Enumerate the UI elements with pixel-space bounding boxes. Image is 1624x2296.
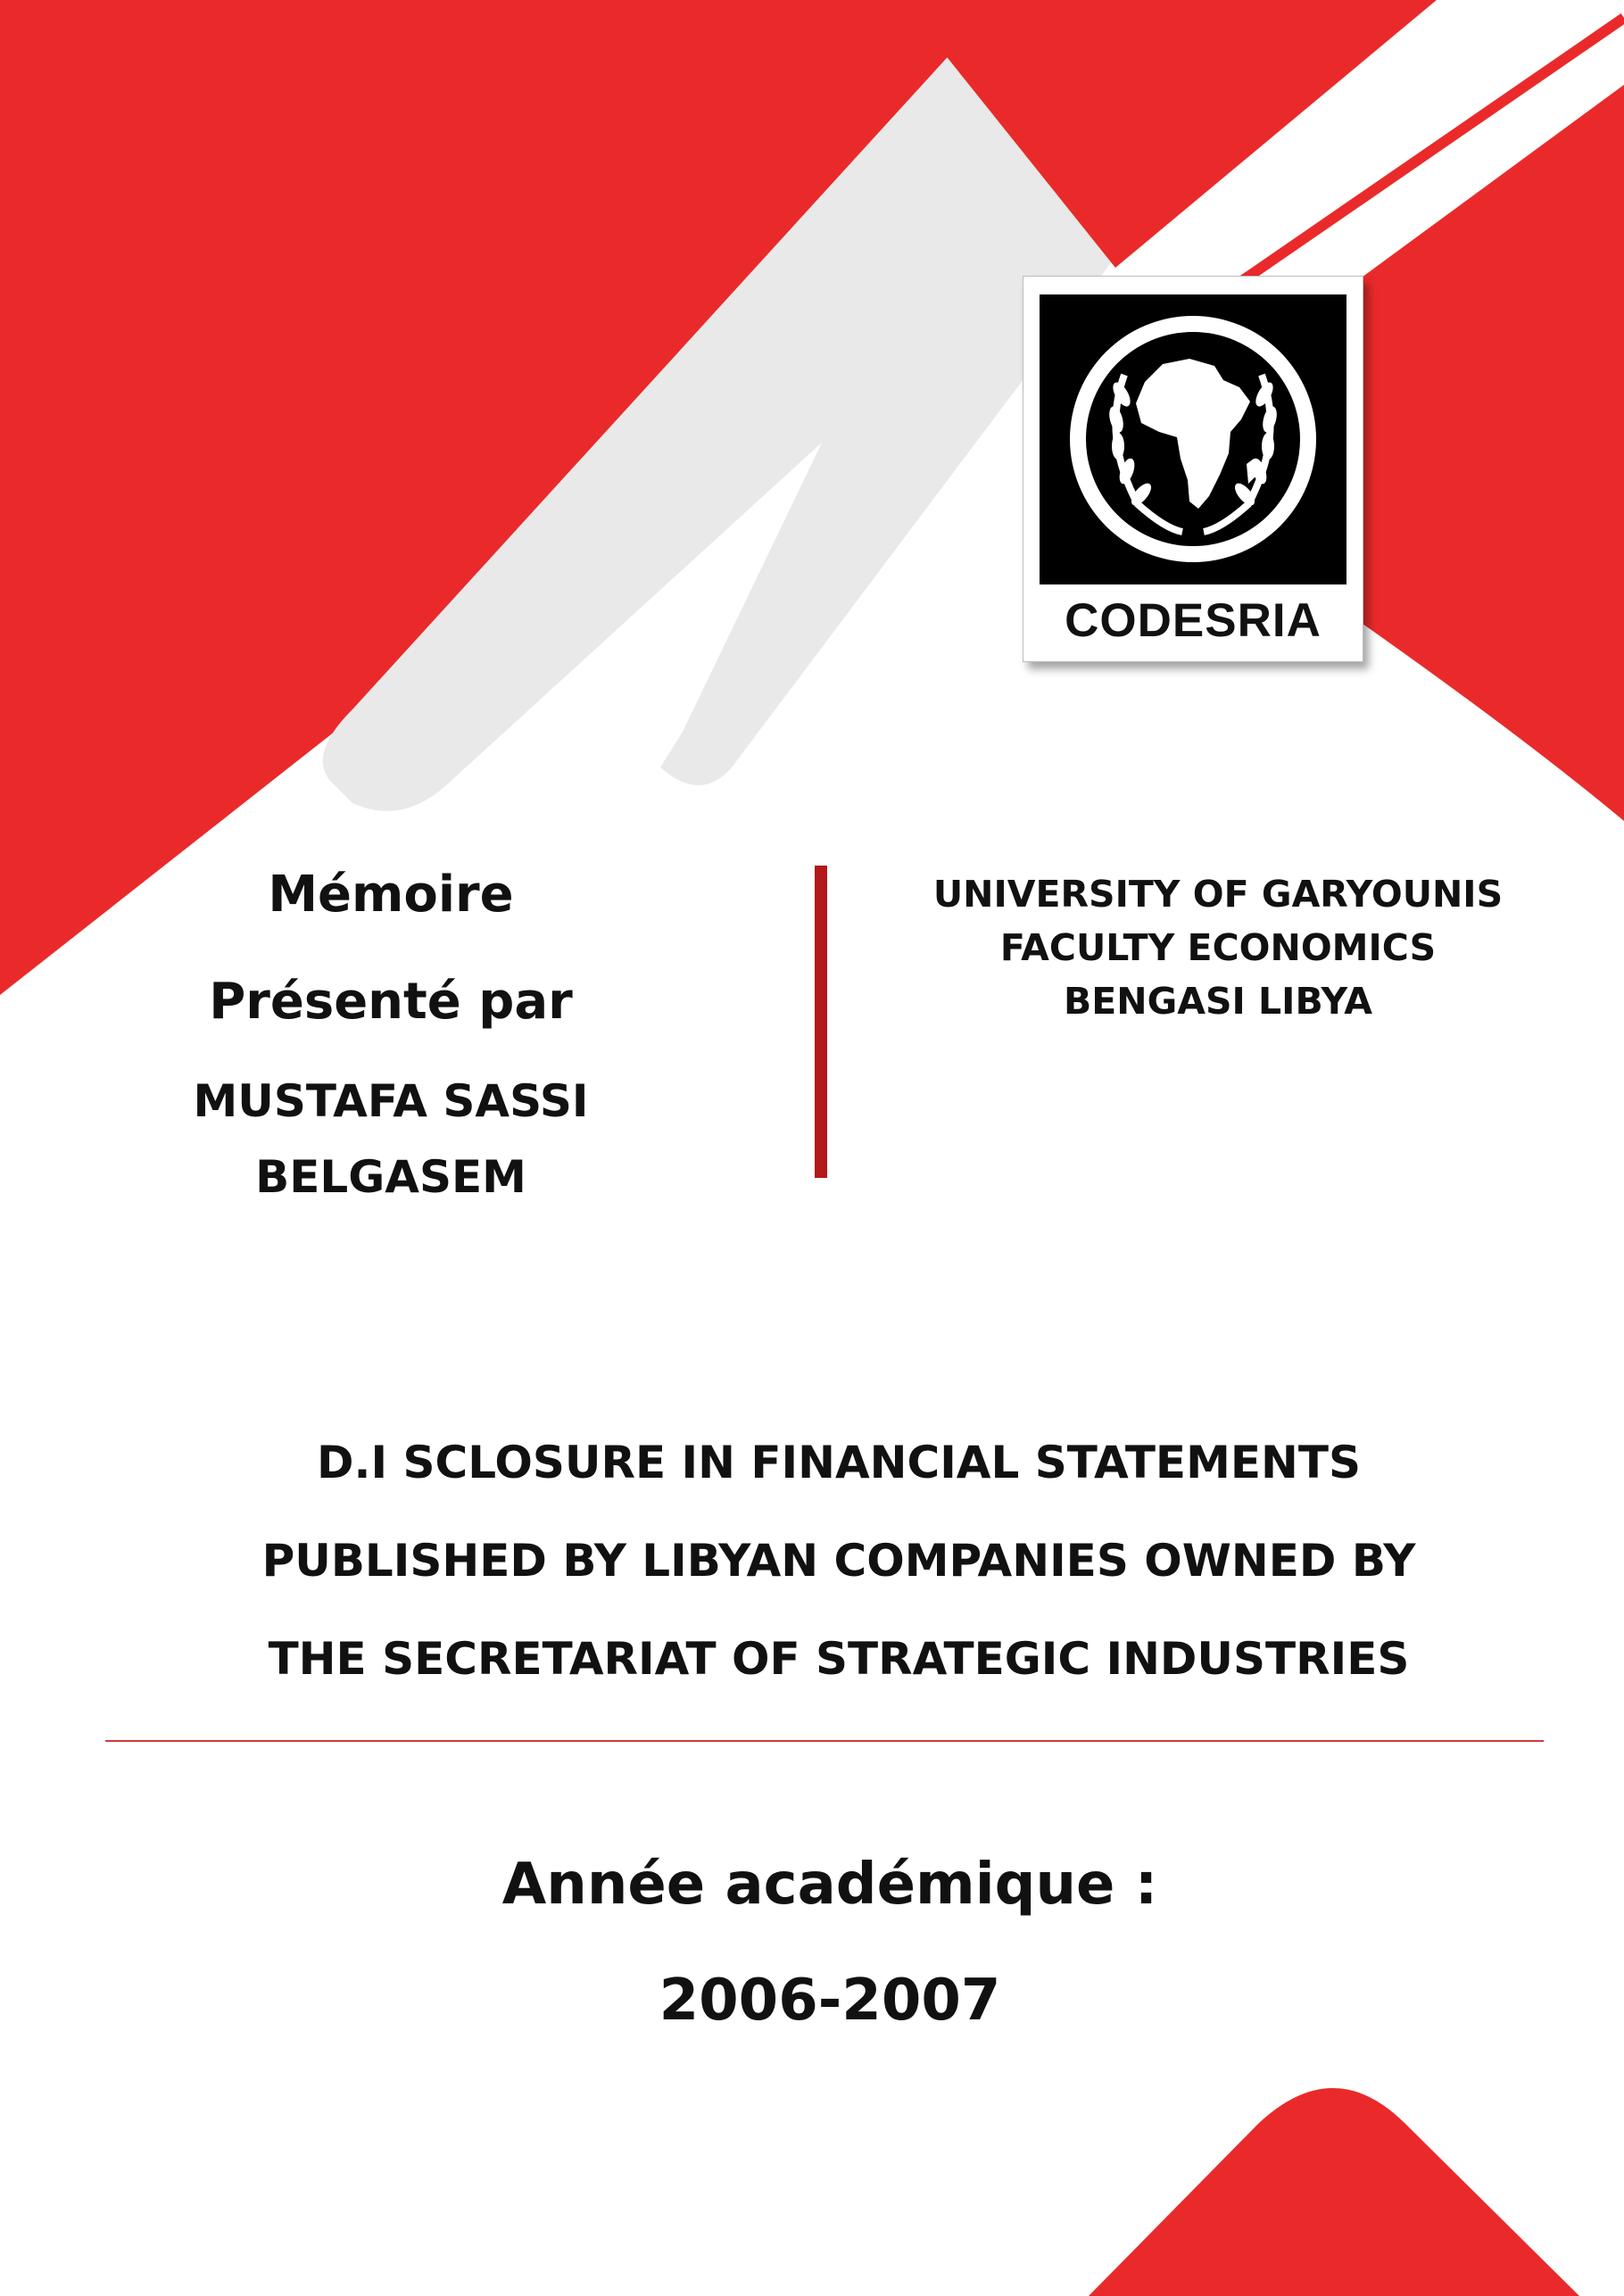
location-name: BENGASI LIBYA [1064, 980, 1372, 1023]
thesis-title-line1: D.I SCLOSURE IN FINANCIAL STATEMENTS [317, 1437, 1361, 1488]
faculty-name: FACULTY ECONOMICS [999, 926, 1437, 969]
red-shape-bottom-right [1089, 2088, 1579, 2296]
author-name-line2: BELGASEM [255, 1151, 526, 1203]
red-wedge-right [1338, 85, 1624, 821]
academic-year-value: 2006-2007 [659, 1968, 1001, 2034]
academic-year-label: Année académique : [501, 1852, 1158, 1918]
africa-laurel-emblem-icon [1040, 294, 1346, 584]
presented-by-label: Présenté par [209, 973, 573, 1031]
logo-wordmark: CODESRIA [1065, 594, 1322, 647]
codesria-logo [1023, 276, 1363, 662]
thesis-title-line3: THE SECRETARIAT OF STRATEGIC INDUSTRIES [268, 1633, 1410, 1685]
thesis-title-line2: PUBLISHED BY LIBYAN COMPANIES OWNED BY [261, 1535, 1416, 1587]
logo-emblem-panel [1040, 294, 1346, 584]
memoire-label: Mémoire [268, 866, 514, 924]
university-name: UNIVERSITY OF GARYOUNIS [932, 873, 1504, 916]
author-name-line1: MUSTAFA SASSI [193, 1075, 589, 1127]
horizontal-divider [105, 1740, 1544, 1742]
vertical-divider [815, 866, 827, 1178]
